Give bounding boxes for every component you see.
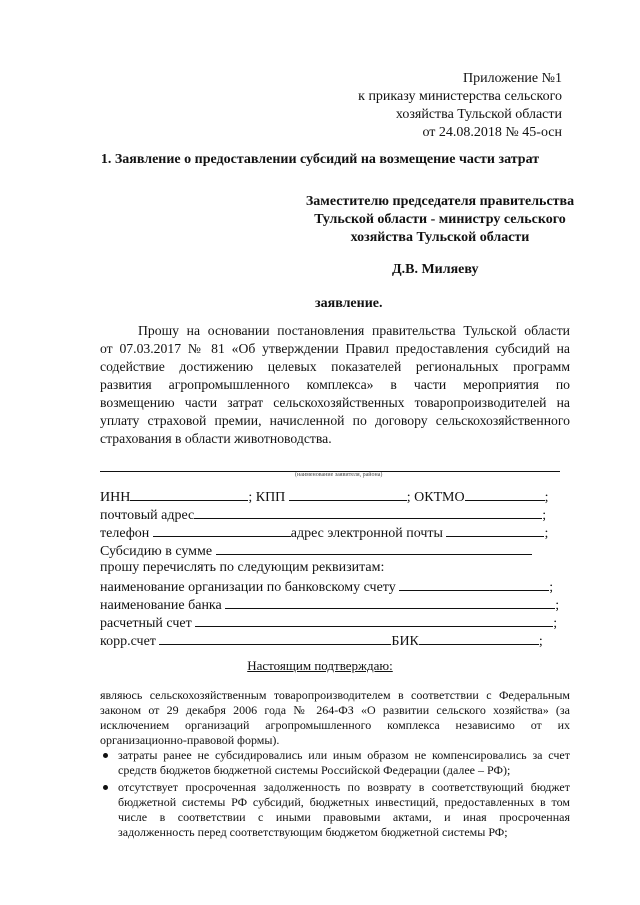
bullet-line: задолженность перед соответствующим бюджетом бюджетной системы РФ; bbox=[118, 825, 508, 839]
subsidy-label: Субсидию в сумме bbox=[100, 544, 213, 559]
addressee-line-1: Заместителю председателя правительства bbox=[305, 194, 575, 209]
account-input[interactable] bbox=[195, 612, 553, 627]
appendix-line-1: Приложение №1 bbox=[463, 71, 562, 86]
body-paragraph bbox=[100, 322, 570, 448]
appendix-line-4: от 24.08.2018 № 45-осн bbox=[422, 125, 562, 140]
confirm-line: организационно-правовой формы). bbox=[100, 733, 280, 747]
org-name-label: наименование организации по банковскому счету bbox=[100, 580, 396, 595]
phone-row-end: ; bbox=[544, 526, 549, 541]
confirm-line: законом от 29 декабря 2006 года № 264-ФЗ «О развитии сельского хозяйства» (за bbox=[100, 703, 570, 717]
bullet-line: числе в соответствии с иными правовыми актами, и иная просроченная bbox=[118, 810, 570, 824]
applicant-caption: (наименование заявителя, района) bbox=[295, 472, 383, 478]
inn-row-end: ; bbox=[544, 490, 549, 505]
confirm-title: Настоящим подтверждаю: bbox=[247, 658, 393, 673]
oktmo-input[interactable] bbox=[465, 486, 545, 501]
transfer-label: прошу перечислять по следующим реквизитам: bbox=[100, 560, 385, 575]
body-line: Прошу на основании постановления правительства Тульской области bbox=[138, 323, 570, 338]
bullet-line: бюджетной системы РФ субсидий, бюджетных инвестиций, предоставленных в том bbox=[118, 795, 570, 809]
addressee-name: Д.В. Миляеву bbox=[392, 262, 479, 277]
postal-row-end: ; bbox=[542, 508, 547, 523]
confirm-line: исключением организаций агропромышленного комплекса независимо от их bbox=[100, 718, 570, 732]
postal-input[interactable] bbox=[194, 504, 542, 519]
bullet-line: средств бюджетов бюджетной системы Российской Федерации (далее – РФ); bbox=[118, 763, 511, 777]
bullet-line: отсутствует просроченная задолженность по возврату в соответствующий бюджет bbox=[118, 780, 570, 794]
email-input[interactable] bbox=[446, 522, 544, 537]
addressee-line-3: хозяйства Тульской области bbox=[350, 230, 530, 245]
appendix-line-2: к приказу министерства сельского bbox=[358, 89, 562, 104]
bullet-item bbox=[118, 748, 570, 778]
org-name-row-end: ; bbox=[549, 580, 554, 595]
body-line: содействие достижению целевых показателей региональных программ bbox=[100, 359, 570, 374]
corr-input[interactable] bbox=[159, 630, 391, 645]
corr-row-end: ; bbox=[538, 634, 543, 649]
oktmo-label: ; ОКТМО bbox=[406, 490, 465, 505]
kpp-input[interactable] bbox=[289, 486, 407, 501]
appendix-line-3: хозяйства Тульской области bbox=[395, 107, 562, 122]
bullet-item bbox=[118, 780, 570, 840]
corr-label: корр.счет bbox=[100, 634, 156, 649]
account-row-end: ; bbox=[553, 616, 558, 631]
body-line: возмещению части затрат сельскохозяйственных товаропроизводителей на bbox=[100, 395, 570, 410]
addressee-line-2: Тульской области - министру сельского bbox=[314, 212, 566, 227]
corr-row bbox=[100, 630, 543, 652]
inn-label: ИНН bbox=[100, 490, 131, 505]
account-label: расчетный счет bbox=[100, 616, 192, 631]
body-line: от 07.03.2017 № 81 «Об утверждении Правил предоставления субсидий на bbox=[100, 341, 570, 356]
subsidy-input[interactable] bbox=[216, 540, 532, 555]
inn-input[interactable] bbox=[130, 486, 248, 501]
confirm-paragraph bbox=[100, 688, 570, 748]
body-line: уплату страховой премии, начисленной по договору сельскохозяйственного bbox=[100, 413, 570, 428]
bullet-line: затраты ранее не субсидировались или иным образом не компенсировались за счет bbox=[118, 748, 570, 762]
body-line: развития агропромышленного комплекса» в части мероприятия по bbox=[100, 377, 570, 392]
bik-input[interactable] bbox=[419, 630, 539, 645]
phone-label: телефон bbox=[100, 526, 150, 541]
bik-label: БИК bbox=[391, 634, 419, 649]
body-line: страхования в области животноводства. bbox=[100, 431, 332, 446]
statement-word: заявление. bbox=[315, 296, 383, 311]
email-label: адрес электронной почты bbox=[290, 526, 443, 541]
bank-input[interactable] bbox=[225, 594, 555, 609]
org-name-input[interactable] bbox=[399, 576, 549, 591]
bank-row-end: ; bbox=[555, 598, 560, 613]
bullet-dot-icon bbox=[103, 753, 108, 758]
kpp-label: ; КПП bbox=[248, 490, 286, 505]
phone-input[interactable] bbox=[153, 522, 291, 537]
bullet-dot-icon bbox=[103, 785, 108, 790]
bank-label: наименование банка bbox=[100, 598, 222, 613]
document-title: 1. Заявление о предоставлении субсидий на возмещение части затрат bbox=[100, 152, 540, 167]
confirm-line: являюсь сельскохозяйственным товаропроизводителем в соответствии с Федеральным bbox=[100, 688, 570, 702]
postal-label: почтовый адрес bbox=[100, 508, 195, 523]
